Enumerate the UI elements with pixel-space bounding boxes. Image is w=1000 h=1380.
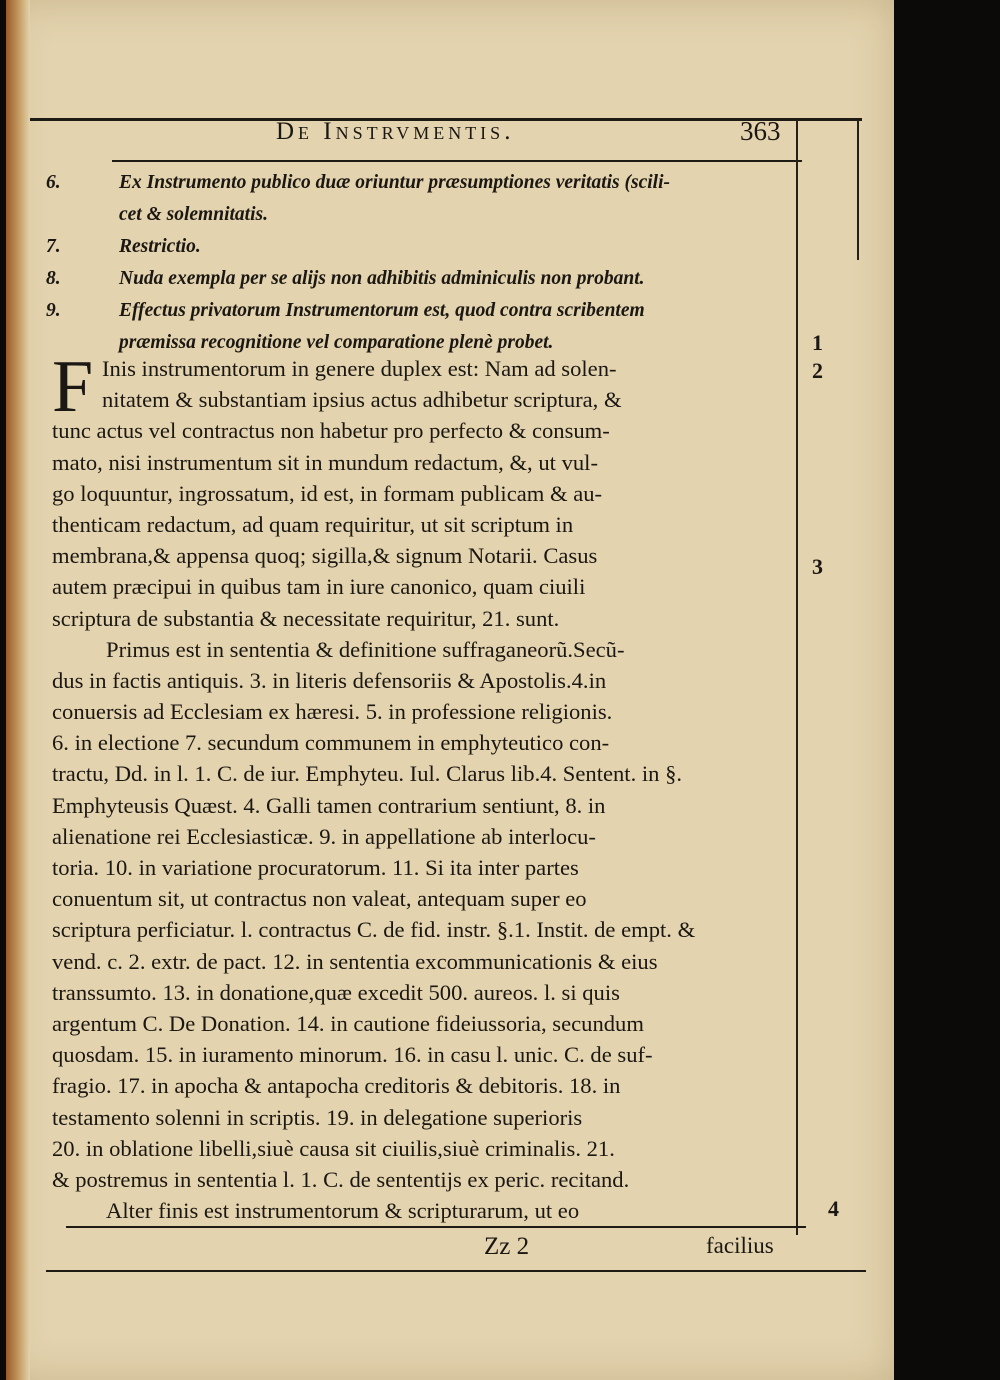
summary-list xyxy=(46,172,806,364)
margin-number: 3 xyxy=(812,554,823,579)
summary-text: Restrictio. xyxy=(119,236,201,257)
text-line: scriptura perficiatur. l. contractus C. de fid. instr. §.1. Instit. de empt. & xyxy=(52,917,696,943)
text-line: dus in factis antiquis. 3. in literis defensoriis & Apostolis.4.in xyxy=(52,667,607,693)
text-line: scriptura de substantia & necessitate requiritur, 21. sunt. xyxy=(52,605,560,631)
text-line: quosdam. 15. in iuramento minorum. 16. in casu l. unic. C. de suf- xyxy=(52,1042,653,1068)
margin-number: 1 xyxy=(812,330,823,355)
text-line: toria. 10. in variatione procuratorum. 11. Si ita inter partes xyxy=(52,855,579,880)
text-line: thenticam redactum, ad quam requiritur, ut sit scriptum in xyxy=(52,511,574,537)
summary-number: 7. xyxy=(46,236,61,257)
text-line: argentum C. De Donation. 14. in cautione fideiussoria, secundum xyxy=(52,1010,644,1036)
summary-number: 8. xyxy=(46,268,61,289)
outer-rule-right xyxy=(857,120,859,260)
text-line: Emphyteusis Quæst. 4. Galli tamen contrarium sentiunt, 8. in xyxy=(52,792,606,818)
bottom-rule xyxy=(66,1226,806,1228)
drop-cap: F xyxy=(52,346,94,428)
book-page xyxy=(6,0,894,1380)
summary-text: Ex Instrumento publico duæ oriuntur præsumptiones veritatis (scili- xyxy=(119,172,670,193)
page-number: 363 xyxy=(740,116,781,146)
footer-rule xyxy=(46,1270,866,1272)
running-head: De Instrvmentis. xyxy=(276,118,515,145)
summary-item xyxy=(46,268,806,300)
margin-number: 2 xyxy=(812,358,823,383)
text-line: testamento solenni in scriptis. 19. in delegatione superioris xyxy=(52,1104,583,1130)
text-line: vend. c. 2. extr. de pact. 12. in sententia excommunicationis & eius xyxy=(52,948,658,974)
summary-text: cet & solemnitatis. xyxy=(119,204,268,225)
summary-number: 9. xyxy=(46,300,61,321)
text-line: conuersis ad Ecclesiam ex hæresi. 5. in professione religionis. xyxy=(52,699,613,725)
page-spine-edge xyxy=(6,0,30,1380)
text-line: Primus est in sententia & definitione suffraganeorũ.Secũ- xyxy=(106,636,625,662)
text-line: fragio. 17. in apocha & antapocha creditoris & debitoris. 18. in xyxy=(52,1073,621,1099)
summary-text: Effectus privatorum Instrumentorum est, quod contra scribentem xyxy=(119,300,645,321)
catchword: facilius xyxy=(706,1233,774,1258)
text-line: go loquuntur, ingrossatum, id est, in formam publicam & au- xyxy=(52,480,603,506)
text-line: 20. in oblatione libelli,siuè causa sit ciuilis,siuè criminalis. 21. xyxy=(52,1135,615,1161)
text-line: alienatione rei Ecclesiasticæ. 9. in appellatione ab interlocu- xyxy=(52,823,596,849)
text-line: & postremus in sententia l. 1. C. de sententijs ex peric. recitand. xyxy=(52,1166,630,1192)
summary-item xyxy=(46,172,806,204)
text-line: 6. in electione 7. secundum communem in emphyteutico con- xyxy=(52,730,610,756)
header-rule xyxy=(112,160,802,162)
text-line: membrana,& appensa quoq; sigilla,& signum Notarii. Casus xyxy=(52,543,598,569)
text-line: tractu, Dd. in l. 1. C. de iur. Emphyteu. Iul. Clarus lib.4. Sentent. in §. xyxy=(52,761,683,787)
text-line: Inis instrumentorum in genere duplex est: Nam ad solen- xyxy=(102,356,617,381)
margin-number: 4 xyxy=(828,1196,839,1221)
text-line: nitatem & substantiam ipsius actus adhibetur scriptura, & xyxy=(102,387,622,413)
text-line: autem præcipui in quibus tam in iure canonico, quam ciuili xyxy=(52,574,586,600)
text-line: transsumto. 13. in donatione,quæ excedit 500. aureos. l. si quis xyxy=(52,979,620,1005)
text-line: tunc actus vel contractus non habetur pro perfecto & consum- xyxy=(52,418,610,444)
text-line: mato, nisi instrumentum sit in mundum redactum, &, ut vul- xyxy=(52,449,598,475)
summary-item xyxy=(46,236,806,268)
summary-text: Nuda exempla per se alijs non adhibitis adminiculis non probant. xyxy=(119,268,645,289)
summary-item-continuation xyxy=(46,204,806,236)
text-line: Alter finis est instrumentorum & scripturarum, ut eo xyxy=(106,1198,580,1224)
main-text xyxy=(52,346,800,1226)
signature-mark: Zz 2 xyxy=(484,1233,530,1260)
summary-item xyxy=(46,300,806,332)
summary-text: præmissa recognitione vel comparatione plenè probet. xyxy=(119,332,554,353)
text-line: conuentum sit, ut contractus non valeat, antequam super eo xyxy=(52,886,587,912)
summary-number: 6. xyxy=(46,172,61,193)
